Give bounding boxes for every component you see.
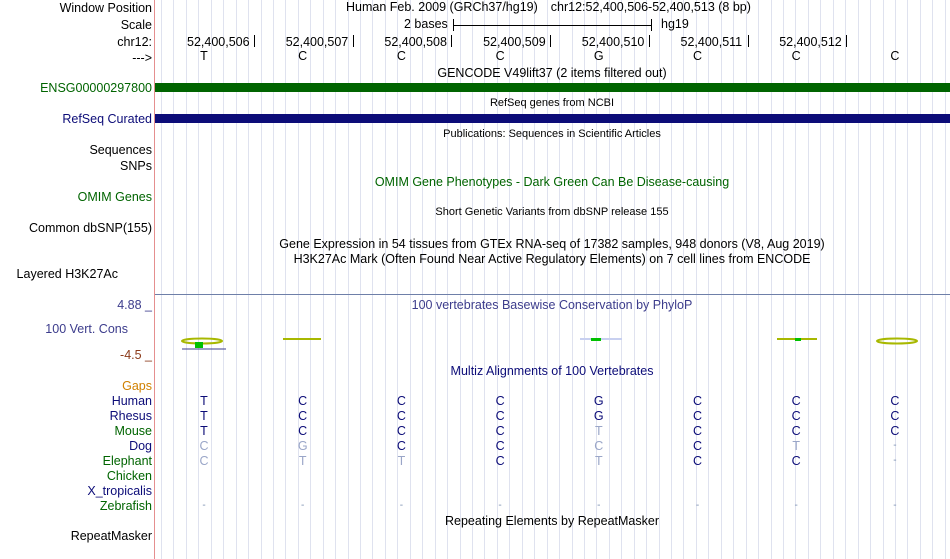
h3k27ac-track-title: H3K27Ac Mark (Often Found Near Active Regulatory Elements) on 7 cell lines from ENCODE xyxy=(293,252,811,266)
reference-base: G xyxy=(593,49,604,63)
gencode-track-label[interactable]: ENSG00000297800 xyxy=(40,81,152,95)
aligned-base: C xyxy=(594,439,604,453)
gaps-label: Gaps xyxy=(122,379,152,393)
reference-base: C xyxy=(396,49,406,63)
sequences-track-label[interactable]: Sequences xyxy=(89,143,152,157)
omim-track-title: OMIM Gene Phenotypes - Dark Green Can Be Disease-causing xyxy=(374,175,730,189)
conservation-track-label[interactable]: 100 Vert. Cons xyxy=(45,322,128,336)
coordinate-tick xyxy=(748,35,749,47)
track-label-pane xyxy=(0,0,154,559)
reference-base: T xyxy=(200,49,208,63)
aligned-base: - xyxy=(893,440,897,451)
scale-bar xyxy=(453,19,652,31)
repeatmasker-track-title: Repeating Elements by RepeatMasker xyxy=(444,514,660,528)
phylop-signal xyxy=(182,338,917,349)
species-label-rhesus[interactable]: Rhesus xyxy=(109,409,152,423)
coordinate-label: 52,400,512 xyxy=(779,35,842,49)
dbsnp-track-title: Short Genetic Variants from dbSNP release 155 xyxy=(435,206,669,218)
multiz-track-title: Multiz Alignments of 100 Vertebrates xyxy=(450,364,654,378)
aligned-base: - xyxy=(399,500,404,511)
aligned-base: - xyxy=(597,500,601,511)
reference-base: C xyxy=(692,49,703,63)
species-label-x_tropicalis[interactable]: X_tropicalis xyxy=(87,484,152,498)
reference-base: C xyxy=(890,49,900,63)
reference-base: C xyxy=(791,49,801,63)
aligned-base: T xyxy=(792,439,801,453)
aligned-base: - xyxy=(498,500,502,511)
aligned-base: C xyxy=(396,439,406,453)
reference-base: C xyxy=(298,49,308,63)
species-label-zebrafish[interactable]: Zebrafish xyxy=(99,499,152,513)
aligned-base: C xyxy=(199,439,209,453)
assembly-title xyxy=(346,0,751,14)
species-label-dog[interactable]: Dog xyxy=(129,439,152,453)
aligned-base: C xyxy=(890,424,900,438)
species-label-human[interactable]: Human xyxy=(111,394,152,408)
refseq-track-title: RefSeq genes from NCBI xyxy=(489,97,615,109)
conservation-top-rule xyxy=(155,294,950,295)
aligned-base: T xyxy=(200,409,208,423)
window-position-label: Window Position xyxy=(59,1,152,15)
scale-bases-text: 2 bases xyxy=(404,17,448,31)
coordinate-tick xyxy=(254,35,255,47)
omim-track-label[interactable]: OMIM Genes xyxy=(77,190,152,204)
aligned-base: T xyxy=(594,424,603,438)
aligned-base: C xyxy=(396,394,406,408)
aligned-base: C xyxy=(396,424,406,438)
track-display-pane[interactable] xyxy=(155,0,950,559)
dbsnp-track-label[interactable]: Common dbSNP(155) xyxy=(29,221,152,235)
coordinate-tick xyxy=(451,35,452,47)
refseq-gene-feature[interactable] xyxy=(155,114,950,123)
species-label-chicken[interactable]: Chicken xyxy=(106,469,152,483)
coordinate-label: 52,400,511 xyxy=(680,35,743,49)
scale-db-text: hg19 xyxy=(661,17,689,31)
aligned-base: - xyxy=(301,500,305,511)
coordinate-tick xyxy=(649,35,650,47)
species-label-mouse[interactable]: Mouse xyxy=(114,424,152,438)
aligned-base: - xyxy=(695,500,700,511)
aligned-base: C xyxy=(298,409,308,423)
coordinate-label: 52,400,510 xyxy=(581,35,645,49)
aligned-base: C xyxy=(495,409,505,423)
coordinate-tick xyxy=(846,35,847,47)
coordinate-label: 52,400,507 xyxy=(285,35,349,49)
aligned-base: C xyxy=(495,424,505,438)
chrom-label: chr12: xyxy=(117,35,152,49)
gencode-track-title: GENCODE V49lift37 (2 items filtered out) xyxy=(437,66,667,80)
aligned-base: C xyxy=(495,454,505,468)
phylop-graph[interactable] xyxy=(155,330,950,355)
cons-min-label: -4.5 _ xyxy=(120,348,152,362)
aligned-base: G xyxy=(593,394,604,408)
aligned-base: C xyxy=(199,454,209,468)
aligned-base: - xyxy=(893,455,897,466)
aligned-base: - xyxy=(893,500,897,511)
publications-track-title: Publications: Sequences in Scientific Articles xyxy=(443,128,661,140)
cons-max-label: 4.88 _ xyxy=(117,298,152,312)
aligned-base: T xyxy=(200,424,208,438)
aligned-base: - xyxy=(202,500,206,511)
coordinate-label: 52,400,508 xyxy=(384,35,447,49)
assembly-name: Human Feb. 2009 (GRCh37/hg19) xyxy=(346,0,538,14)
aligned-base: C xyxy=(791,409,801,423)
gtex-track-title: Gene Expression in 54 tissues from GTEx RNA-seq of 17382 samples, 948 donors (V8, Aug 2019) xyxy=(279,237,825,251)
aligned-base: C xyxy=(692,439,703,453)
aligned-base: T xyxy=(594,454,603,468)
h3k27ac-track-label[interactable]: Layered H3K27Ac xyxy=(16,267,118,281)
aligned-base: T xyxy=(200,394,208,408)
coordinate-tick xyxy=(353,35,354,47)
aligned-base: C xyxy=(692,409,703,423)
aligned-base: C xyxy=(495,394,505,408)
aligned-base: G xyxy=(593,409,604,423)
aligned-base: G xyxy=(297,439,308,453)
aligned-base: C xyxy=(298,424,308,438)
position-text: chr12:52,400,506-52,400,513 (8 bp) xyxy=(550,0,751,14)
aligned-base: - xyxy=(794,500,798,511)
aligned-base: C xyxy=(692,394,703,408)
repeatmasker-track-label[interactable]: RepeatMasker xyxy=(70,529,152,543)
aligned-base: C xyxy=(791,424,801,438)
strand-arrow-label: ---> xyxy=(132,51,152,65)
aligned-base: C xyxy=(890,394,900,408)
coordinate-label: 52,400,506 xyxy=(187,35,250,49)
aligned-base: C xyxy=(298,394,308,408)
reference-base: C xyxy=(495,49,505,63)
coordinate-tick xyxy=(550,35,551,47)
snps-track-label[interactable]: SNPs xyxy=(120,159,152,173)
aligned-base: T xyxy=(397,454,406,468)
aligned-base: C xyxy=(890,409,900,423)
aligned-base: C xyxy=(791,454,801,468)
gencode-gene-feature[interactable] xyxy=(155,83,950,92)
aligned-base: C xyxy=(396,409,406,423)
aligned-base: C xyxy=(692,424,703,438)
refseq-track-label[interactable]: RefSeq Curated xyxy=(62,112,152,126)
aligned-base: T xyxy=(298,454,307,468)
aligned-base: C xyxy=(791,394,801,408)
coordinate-label: 52,400,509 xyxy=(483,35,546,49)
species-label-elephant[interactable]: Elephant xyxy=(102,454,152,468)
aligned-base: C xyxy=(692,454,703,468)
aligned-base: C xyxy=(495,439,505,453)
phylop-track-title: 100 vertebrates Basewise Conservation by PhyloP xyxy=(411,298,693,312)
scale-label: Scale xyxy=(120,18,152,32)
